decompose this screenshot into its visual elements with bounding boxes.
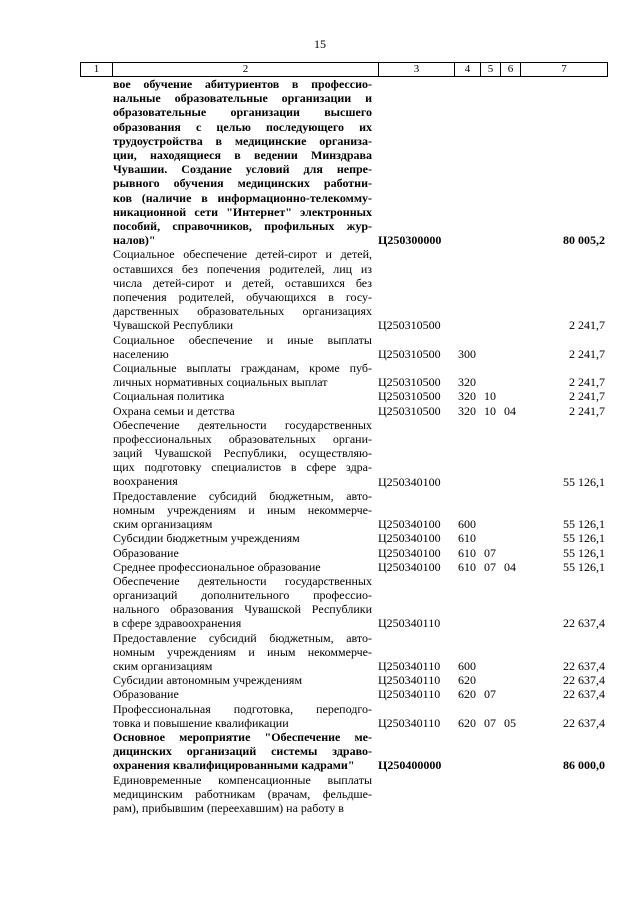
description-line: Профессиональная подготовка, переподго- [113,701,372,716]
description-line: в сфере здравоохранения [113,616,242,631]
expense-type-code: 620 [458,687,476,702]
amount: 22 637,4 [563,687,605,702]
description-line: товка и повышение квалификации [113,715,289,730]
table-row [0,361,640,389]
section-code: 07 [484,715,496,730]
target-article-code: Ц250340100 [378,545,441,560]
description-line: Субсидии автономным учреждениям [113,673,303,688]
row-description [113,531,372,545]
amount: 2 241,7 [569,375,605,390]
amount: 22 637,4 [563,616,605,631]
description-line: воохранения [113,474,178,489]
row-description [113,574,372,631]
header-col-4: 4 [455,63,481,76]
row-description [113,631,372,674]
expense-type-code: 320 [458,389,476,404]
description-line: Социальное обеспечение детей-сирот и детей, [113,247,372,262]
row-description [113,404,372,418]
description-line: Обеспечение деятельности государственных [113,573,372,588]
subsection-code: 04 [504,559,516,574]
description-line: Социальные выплаты гражданам, кроме пуб- [113,360,372,375]
amount: 80 005,2 [563,233,605,248]
target-article-code: Ц250400000 [378,758,442,773]
description-line: рывного обучения медицинских работни- [113,176,372,191]
description-line: образовательные организации высшего [113,105,372,120]
row-description [113,418,372,489]
amount: 86 000,0 [563,758,605,773]
target-article-code: Ц250310500 [378,346,441,361]
subsection-code: 04 [504,403,516,418]
description-line: дицинских организаций системы здраво- [113,744,372,759]
description-line: заций Чувашской Республики, осуществляю- [113,446,372,461]
page-number: 15 [314,37,326,51]
expense-type-code: 320 [458,375,476,390]
description-line: оставшихся без попечения родителей, лиц из [113,261,372,276]
budget-table-body [0,77,640,815]
description-line: Образование [113,687,179,702]
description-line: Среднее профессиональное образование [113,559,321,574]
header-col-7: 7 [561,63,567,75]
subsection-code: 05 [504,715,516,730]
expense-type-code: 600 [458,517,476,532]
description-line: Чувашии. Создание условий для непре- [113,162,372,177]
table-row [0,546,640,560]
section-code: 07 [484,687,496,702]
row-description [113,546,372,560]
table-row [0,560,640,574]
description-line: номным учреждениям и иным некоммерче- [113,644,372,659]
description-line: организаций дополнительного профессио- [113,588,372,603]
expense-type-code: 600 [458,659,476,674]
description-line: щих подготовку специалистов в сфере здра- [113,460,372,475]
expense-type-code: 620 [458,715,476,730]
header-col-6: 6 [501,63,521,76]
description-line: номным учреждениям и иным некоммерче- [113,502,372,517]
row-description [113,687,372,701]
description-line: Охрана семьи и детства [113,403,235,418]
table-row [0,773,640,816]
table-row [0,631,640,674]
row-description [113,673,372,687]
amount: 55 126,1 [563,474,605,489]
target-article-code: Ц250340100 [378,517,441,532]
description-line: нального образования Чувашской Республики [113,602,372,617]
amount: 55 126,1 [563,531,605,546]
table-row [0,687,640,701]
target-article-code: Ц250310500 [378,403,441,418]
table-row [0,404,640,418]
header-col-2: 2 [113,63,379,76]
header-col-5: 5 [481,63,501,76]
header-col-3: 3 [379,63,455,76]
table-row [0,673,640,687]
row-description [113,333,372,361]
description-line: попечения родителей, обучающихся в госу- [113,289,372,304]
target-article-code: Ц250340100 [378,531,441,546]
description-line: дарственных образовательных организациях [113,304,372,319]
description-line: Социальное обеспечение и иные выплаты [113,332,372,347]
description-line: Предоставление субсидий бюджетным, авто- [113,630,372,645]
amount: 2 241,7 [569,403,605,418]
description-line: профессиональных образовательных органи- [113,431,372,446]
description-line: ским организациям [113,659,213,674]
expense-type-code: 610 [458,559,476,574]
description-line: Основное мероприятие "Обеспечение ме- [113,730,372,745]
description-line: Чувашской Республики [113,318,234,333]
target-article-code: Ц250340100 [378,474,441,489]
expense-type-code: 300 [458,346,476,361]
description-line: Предоставление субсидий бюджетным, авто- [113,488,372,503]
table-row [0,333,640,361]
description-line: Социальная политика [113,389,225,404]
description-line: Субсидии бюджетным учреждениям [113,531,300,546]
description-line: числа детей-сирот и детей, оставшихся без [113,275,372,290]
table-row [0,702,640,730]
target-article-code: Ц250340110 [378,659,441,674]
amount: 22 637,4 [563,659,605,674]
row-description [113,702,372,730]
description-line: вое обучение абитуриентов в профессио- [113,77,372,91]
description-line: нальные образовательные организации и [113,91,372,106]
description-line: налов)" [113,233,156,248]
amount: 55 126,1 [563,545,605,560]
description-line: Обеспечение деятельности государственных [113,417,372,432]
description-line: Образование [113,545,179,560]
amount: 2 241,7 [569,389,605,404]
amount: 55 126,1 [563,517,605,532]
description-line: Единовременные компенсационные выплаты [113,772,372,787]
description-line: трудоустройства в медицинские организа- [113,133,372,148]
header-col-1: 1 [81,63,113,76]
description-line: никационной сети "Интернет" электронных [113,204,372,219]
target-article-code: Ц250310500 [378,375,441,390]
row-description [113,389,372,403]
section-code: 07 [484,559,496,574]
table-row [0,489,640,532]
target-article-code: Ц250310500 [378,318,441,333]
description-line: образования с целью последующего их [113,119,372,134]
row-description [113,560,372,574]
description-line: ции, находящиеся в ведении Минздрава [113,147,372,162]
description-line: ским организациям [113,517,213,532]
target-article-code: Ц250340110 [378,687,441,702]
description-line: медицинским работникам (врачам, фельдше- [113,786,372,801]
target-article-code: Ц250340100 [378,559,441,574]
row-description [113,773,372,816]
description-line: личных нормативных социальных выплат [113,375,328,390]
expense-type-code: 610 [458,545,476,560]
amount: 55 126,1 [563,559,605,574]
description-line: населению [113,346,169,361]
amount: 22 637,4 [563,715,605,730]
table-header [80,62,608,77]
description-line: рам), прибывшим (переехавшим) на работу в [113,801,344,816]
target-article-code: Ц250300000 [378,233,442,248]
description-line: ков (наличие в информационно-телекомму- [113,190,372,205]
table-row [0,574,640,631]
table-row [0,77,640,247]
description-line: охранения квалифицированными кадрами" [113,758,355,773]
target-article-code: Ц250340110 [378,673,441,688]
row-description [113,489,372,532]
expense-type-code: 610 [458,531,476,546]
expense-type-code: 620 [458,673,476,688]
section-code: 10 [484,389,496,404]
table-row [0,730,640,773]
target-article-code: Ц250310500 [378,389,441,404]
description-line: пособий, справочников, профильных жур- [113,218,372,233]
target-article-code: Ц250340110 [378,616,441,631]
section-code: 10 [484,403,496,418]
table-row [0,389,640,403]
row-description [113,247,372,332]
amount: 2 241,7 [569,318,605,333]
table-row [0,418,640,489]
target-article-code: Ц250340110 [378,715,441,730]
table-row [0,531,640,545]
section-code: 07 [484,545,496,560]
amount: 2 241,7 [569,346,605,361]
row-description [113,361,372,389]
expense-type-code: 320 [458,403,476,418]
table-row [0,247,640,332]
amount: 22 637,4 [563,673,605,688]
row-description [113,730,372,773]
row-description [113,77,372,247]
